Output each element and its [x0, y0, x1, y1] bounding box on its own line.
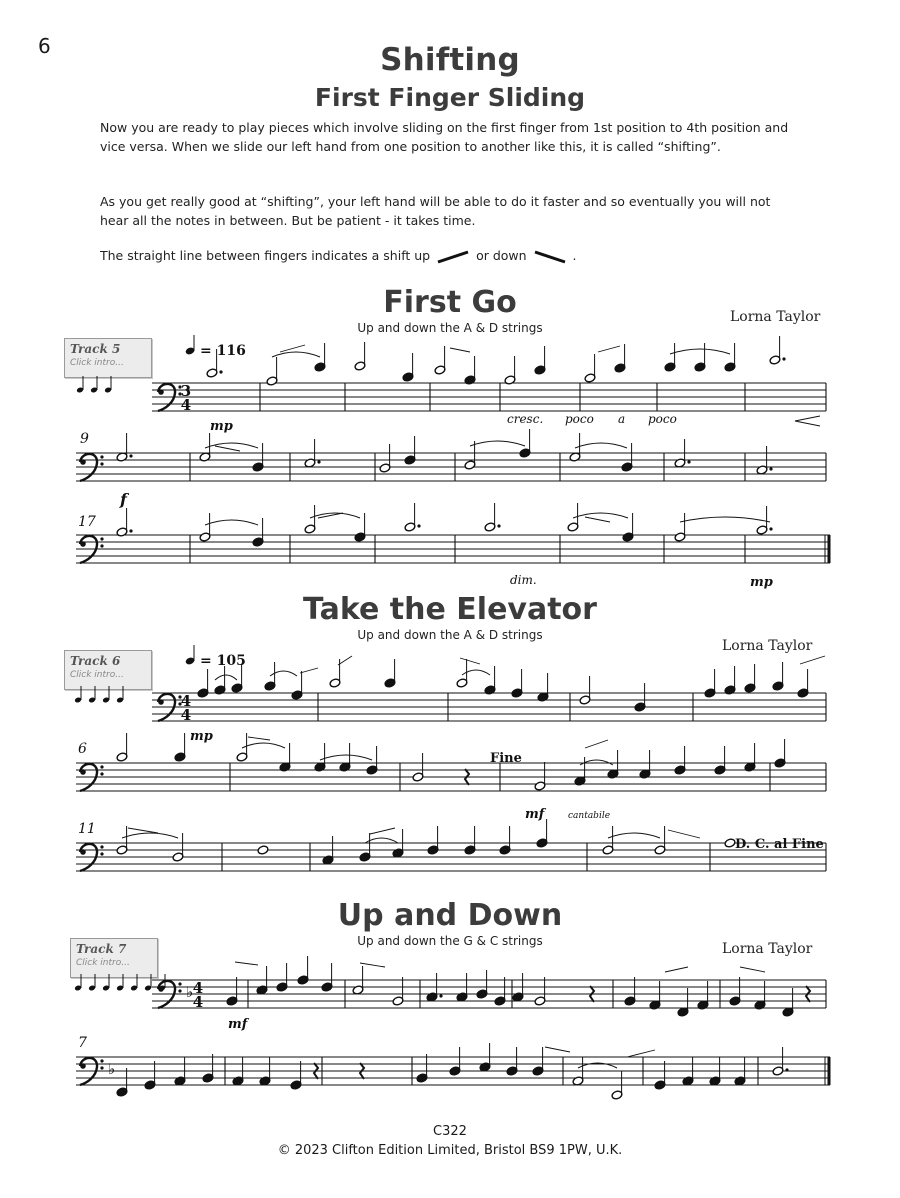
shift-text-a: The straight line between fingers indicates a shift up: [100, 248, 431, 263]
dot: [129, 529, 132, 532]
expr-cantabile: cantabile: [568, 811, 611, 821]
dynamic-f: f: [120, 490, 127, 509]
shift-line: [450, 348, 470, 352]
bass-clef-dot: [100, 845, 103, 848]
shift-line: [370, 828, 395, 834]
shift-line: [585, 740, 608, 748]
slur: [270, 671, 297, 676]
notehead: [257, 845, 269, 855]
bass-clef-dot: [100, 1066, 103, 1069]
slur: [608, 833, 660, 838]
dot: [219, 370, 222, 373]
track-6-hint: Click intro...: [70, 670, 124, 680]
bass-clef-dot: [178, 982, 181, 985]
page-title: Shifting: [380, 42, 520, 78]
hairpin-icon: [795, 416, 820, 426]
key-flat: ♭: [108, 1060, 116, 1078]
slur: [205, 443, 258, 448]
time-sig-top: 4: [192, 979, 204, 997]
bar-number: 9: [80, 431, 89, 447]
dynamic-mp-2: mp: [750, 575, 773, 590]
bass-clef-dot: [100, 462, 103, 465]
piece-3-title: Up and Down: [337, 898, 563, 933]
slur: [680, 517, 770, 522]
dot: [769, 527, 772, 530]
expr-cresc: cresc.: [507, 412, 544, 426]
intro-paragraph-2: As you get really good at “shifting”, your left hand will be able to do it faster and so eventually you will not hear all the notes in between. But be patient - it takes time.: [100, 194, 771, 228]
slur: [575, 443, 627, 448]
slur: [670, 349, 730, 354]
slur: [215, 675, 237, 680]
track-7-label: Track 7: [76, 942, 127, 956]
piece-2-subtitle: Up and down the A & D strings: [357, 628, 543, 642]
expr-poco: poco: [565, 412, 594, 426]
slur: [320, 755, 372, 760]
dot: [439, 994, 442, 997]
bass-clef-dot: [100, 1059, 103, 1062]
shift-line: [248, 737, 270, 740]
slur: [310, 513, 360, 518]
bar-number: 17: [78, 514, 96, 530]
dot: [317, 460, 320, 463]
bass-clef-dot: [100, 765, 103, 768]
shift-line: [668, 830, 700, 838]
dot: [497, 524, 500, 527]
key-flat: ♭: [186, 983, 194, 1001]
bar-number: 7: [78, 1035, 87, 1051]
notes: [116, 336, 809, 1100]
time-sig-bottom: 4: [192, 993, 204, 1011]
bass-clef-dot: [80, 1063, 86, 1069]
footer-code: C322: [433, 1124, 467, 1139]
shift-line: [215, 446, 240, 451]
bass-clef-dot: [100, 537, 103, 540]
page-subtitle: First Finger Sliding: [314, 83, 586, 112]
slur: [122, 833, 178, 838]
piece-2-title: Take the Elevator: [303, 592, 597, 627]
bar-number: 11: [78, 821, 96, 837]
shift-line: [665, 967, 688, 972]
expr-fine: Fine: [490, 751, 522, 766]
expr-poco-2: poco: [648, 412, 677, 426]
footer-copyright: © 2023 Clifton Edition Limited, Bristol BS9 1PW, U.K.: [277, 1143, 623, 1158]
bar-number: 6: [78, 741, 87, 757]
piece-3-subtitle: Up and down the G & C strings: [357, 934, 543, 948]
shift-text-c: .: [572, 248, 577, 263]
shift-line: [585, 517, 610, 522]
bass-clef-dot: [158, 389, 164, 395]
bass-clef-dot: [80, 459, 86, 465]
bass-clef-dot: [100, 772, 103, 775]
shift-line: [598, 346, 620, 352]
time-sig-top: 4: [180, 692, 192, 710]
track-7-hint: Click intro...: [76, 958, 130, 968]
piece-1-subtitle: Up and down the A & D strings: [357, 321, 543, 335]
bass-clef-dot: [80, 541, 86, 547]
dot: [785, 1068, 788, 1071]
dynamic-mf: mf: [525, 807, 545, 822]
dot: [417, 524, 420, 527]
dot: [769, 467, 772, 470]
bass-clef-dot: [100, 852, 103, 855]
dynamic-mp: mp: [190, 729, 213, 744]
shift-line: [545, 1047, 570, 1052]
tempo-text: = 105: [200, 653, 246, 669]
piece-1-title: First Go: [383, 285, 517, 320]
slur: [272, 352, 320, 357]
slur: [573, 513, 628, 518]
track-5-label: Track 5: [70, 342, 121, 356]
bass-clef-dot: [100, 544, 103, 547]
shift-line: [280, 345, 305, 352]
track-6-label: Track 6: [70, 654, 121, 668]
shift-line: [360, 963, 385, 967]
piece-1-composer: Lorna Taylor: [730, 309, 821, 325]
dot: [129, 454, 132, 457]
piece-3-composer: Lorna Taylor: [722, 941, 813, 957]
time-sig-top: 3: [180, 382, 192, 400]
tempo-text: = 116: [200, 343, 246, 359]
bass-clef-dot: [158, 699, 164, 705]
shift-line: [318, 513, 343, 518]
intro-paragraph-1: Now you are ready to play pieces which involve sliding on the first finger from 1st position to 4th position and vice versa. When we slide our left hand from one position to another like this, it is called “shifting”.: [100, 120, 789, 154]
shift-line: [740, 967, 765, 972]
slur: [205, 520, 258, 525]
slur: [470, 441, 525, 446]
bass-clef-dot: [100, 455, 103, 458]
time-sig-bottom: 4: [180, 706, 192, 724]
final-barline-thick: [828, 1057, 831, 1085]
expr-a: a: [618, 412, 626, 426]
shift-line: [460, 658, 480, 664]
bass-clef-dot: [80, 769, 86, 775]
dynamic-mf: mf: [228, 1017, 248, 1032]
expr-dim: dim.: [510, 573, 537, 587]
slur: [242, 743, 285, 748]
expr-dc-al-fine: D. C. al Fine: [735, 837, 824, 852]
track-5-hint: Click intro...: [70, 358, 124, 368]
shift-line: [300, 668, 318, 673]
final-barline-thick: [828, 535, 831, 563]
shift-line: [627, 1050, 655, 1057]
shift-text-b: or down: [476, 248, 527, 263]
shift-line: [800, 656, 825, 664]
dot: [782, 357, 785, 360]
dynamic-mp: mp: [210, 419, 233, 434]
shift-line: [235, 962, 258, 965]
bass-clef-dot: [178, 989, 181, 992]
bass-clef-dot: [80, 849, 86, 855]
dot: [687, 460, 690, 463]
time-sig-bottom: 4: [180, 396, 192, 414]
piece-2-composer: Lorna Taylor: [722, 638, 813, 654]
shift-line: [128, 828, 158, 833]
page-number: 6: [38, 34, 51, 58]
